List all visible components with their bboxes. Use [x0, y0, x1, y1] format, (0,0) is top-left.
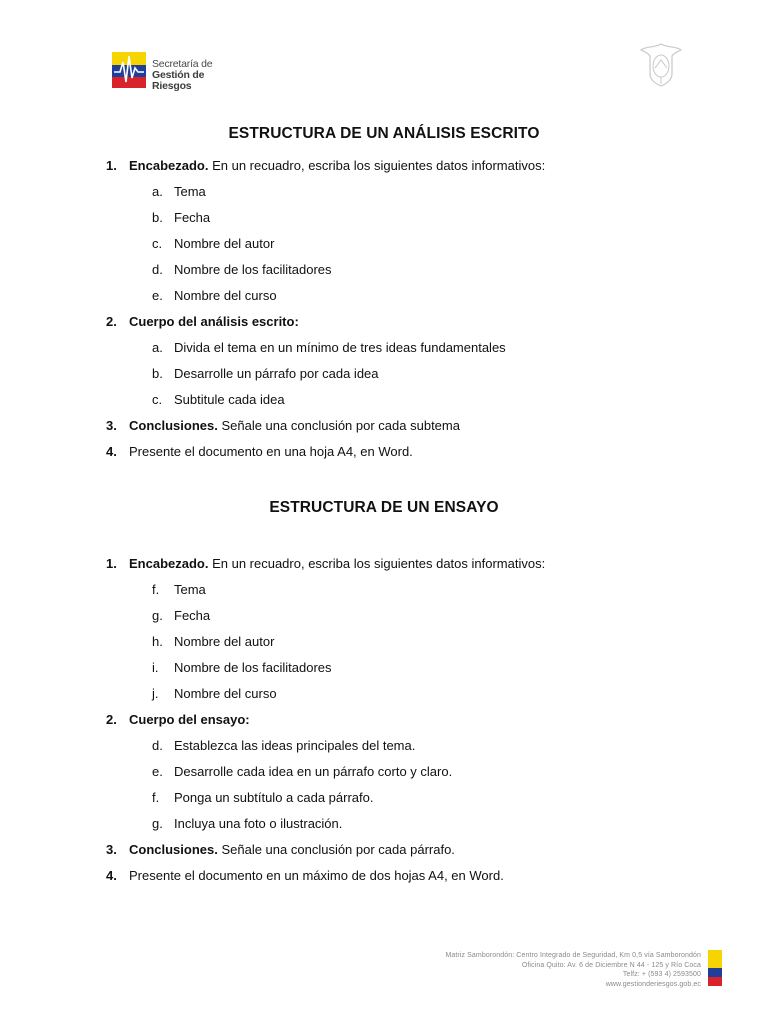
flag-blue-band: [708, 968, 722, 977]
item-number: 3.: [106, 842, 117, 857]
item-text: [129, 556, 545, 572]
item-text: Nombre de los facilitadores: [174, 262, 332, 277]
item-text: Nombre del curso: [174, 686, 277, 701]
item-rest: Señale una conclusión por cada subtema: [217, 418, 460, 433]
item-letter: b.: [152, 366, 163, 381]
footer-line3: Telfz: + (593 4) 2593500: [622, 971, 701, 978]
item-bold-lead: Encabezado.: [129, 556, 209, 571]
item-text: Incluya una foto o ilustración.: [174, 816, 343, 831]
item-text: [129, 868, 504, 884]
item-text: [129, 712, 250, 728]
item-number: 4.: [106, 868, 117, 883]
item-text: Establezca las ideas principales del tema.: [174, 738, 416, 753]
item-bold-lead: Cuerpo del análisis escrito:: [129, 314, 299, 329]
item-text: [129, 418, 460, 434]
item-rest: En un recuadro, escriba los siguientes datos informativos:: [208, 556, 546, 571]
item-rest: Presente el documento en una hoja A4, en Word.: [129, 444, 413, 459]
item-letter: b.: [152, 210, 163, 225]
item-text: Nombre del autor: [174, 236, 275, 251]
item-number: 1.: [106, 556, 117, 571]
item-number: 1.: [106, 158, 117, 173]
flag-yellow-band: [708, 950, 722, 968]
item-rest: Señale una conclusión por cada párrafo.: [217, 842, 455, 857]
item-number: 2.: [106, 712, 117, 727]
item-text: Fecha: [174, 210, 211, 225]
item-number: 2.: [106, 314, 117, 329]
item-number: 4.: [106, 444, 117, 459]
item-bold-lead: Conclusiones.: [129, 418, 218, 433]
item-letter: j.: [152, 686, 159, 701]
item-text: [129, 314, 299, 330]
footer-website: www.gestionderiesgos.gob.ec: [605, 980, 701, 988]
item-letter: f.: [152, 582, 160, 597]
item-text: Tema: [174, 184, 206, 199]
item-bold-lead: Cuerpo del ensayo:: [129, 712, 250, 727]
item-text: Desarrolle un párrafo por cada idea: [174, 366, 379, 381]
footer-address: [445, 951, 701, 989]
item-letter: h.: [152, 634, 163, 649]
item-text: Nombre de los facilitadores: [174, 660, 332, 675]
item-text: Fecha: [174, 608, 211, 623]
item-text: Desarrolle cada idea en un párrafo corto y claro.: [174, 764, 453, 779]
item-text: Nombre del autor: [174, 634, 275, 649]
logo-text: [152, 59, 242, 92]
logo-line1: Secretaría de: [152, 58, 213, 70]
ecuador-flag-stripe: [708, 950, 722, 986]
item-letter: c.: [152, 236, 163, 251]
logo-mark-icon: [112, 52, 146, 88]
item-text: [129, 158, 545, 174]
item-bold-lead: Encabezado.: [129, 158, 209, 173]
item-text: Ponga un subtítulo a cada párrafo.: [174, 790, 374, 805]
item-rest: En un recuadro, escriba los siguientes datos informativos:: [208, 158, 546, 173]
item-letter: i.: [152, 660, 159, 675]
item-letter: c.: [152, 392, 163, 407]
item-bold-lead: Conclusiones.: [129, 842, 218, 857]
flag-red-band: [708, 977, 722, 986]
footer-line2: Oficina Quito: Av. 6 de Diciembre N 44 - 125 y Río Coca: [521, 961, 701, 969]
item-letter: a.: [152, 184, 163, 199]
item-text: Divida el tema en un mínimo de tres ideas fundamentales: [174, 340, 506, 355]
item-letter: d.: [152, 738, 163, 753]
item-letter: e.: [152, 764, 163, 779]
item-letter: g.: [152, 608, 163, 623]
section-title-ensayo: ESTRUCTURA DE UN ENSAYO: [269, 499, 499, 516]
item-rest: Presente el documento en un máximo de dos hojas A4, en Word.: [129, 868, 504, 883]
item-letter: f.: [152, 790, 160, 805]
item-letter: g.: [152, 816, 163, 831]
ecuador-coat-of-arms-icon: [636, 40, 686, 90]
item-letter: d.: [152, 262, 163, 277]
item-text: Nombre del curso: [174, 288, 277, 303]
item-text: Tema: [174, 582, 206, 597]
item-letter: e.: [152, 288, 163, 303]
item-letter: a.: [152, 340, 163, 355]
secretaria-logo: [112, 52, 242, 92]
item-text: Subtitule cada idea: [174, 392, 285, 407]
item-text: [129, 444, 413, 460]
logo-line2: Gestión de Riesgos: [152, 69, 205, 92]
item-text: [129, 842, 455, 858]
footer-line1: Matriz Samborondón: Centro Integrado de Seguridad, Km 0,5 vía Samborondón: [445, 952, 701, 959]
item-number: 3.: [106, 418, 117, 433]
section-title-analisis: ESTRUCTURA DE UN ANÁLISIS ESCRITO: [228, 125, 540, 142]
